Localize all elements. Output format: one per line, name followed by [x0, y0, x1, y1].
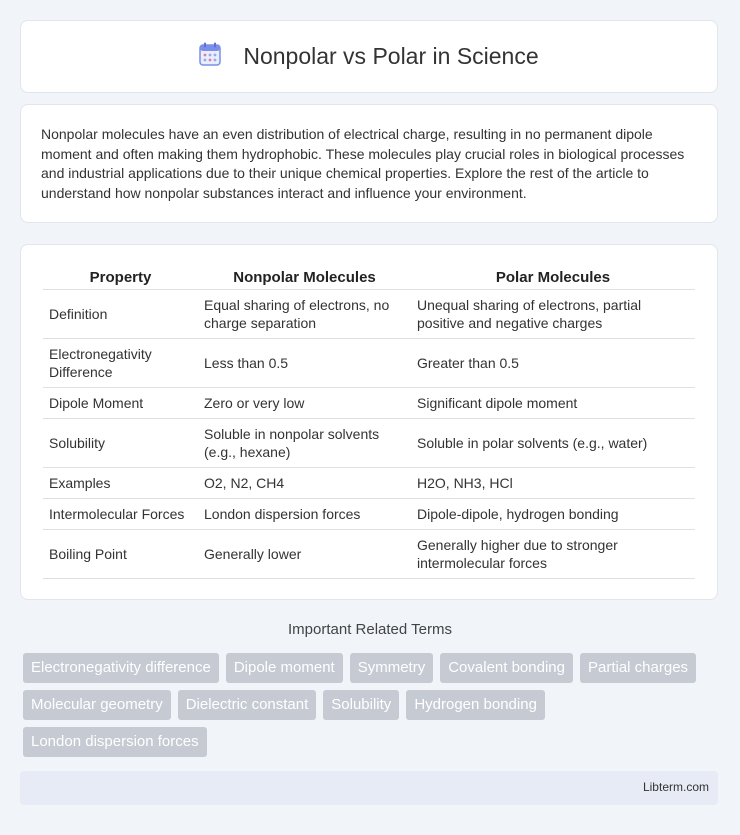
comparison-table-card: [20, 244, 718, 600]
related-terms-title: Important Related Terms: [288, 621, 452, 638]
table-cell: Soluble in nonpolar solvents (e.g., hexane): [198, 419, 411, 468]
table-cell: Solubility: [43, 419, 198, 468]
related-term-tag[interactable]: Hydrogen bonding: [406, 690, 545, 720]
related-term-tag[interactable]: Molecular geometry: [23, 690, 171, 720]
table-cell: Intermolecular Forces: [43, 499, 198, 530]
page-title: Nonpolar vs Polar in Science: [243, 43, 539, 69]
table-cell: Generally lower: [198, 530, 411, 579]
related-term-tag[interactable]: Dielectric constant: [178, 690, 317, 720]
comparison-table: [43, 265, 695, 579]
table-cell: Boiling Point: [43, 530, 198, 579]
table-row: [43, 290, 695, 339]
column-header: Property: [43, 265, 198, 290]
table-cell: London dispersion forces: [198, 499, 411, 530]
table-row: [43, 468, 695, 499]
table-row: [43, 388, 695, 419]
footer: [20, 771, 718, 805]
table-cell: Dipole Moment: [43, 388, 198, 419]
table-cell: Significant dipole moment: [411, 388, 695, 419]
related-terms-list: [23, 653, 723, 757]
table-cell: Unequal sharing of electrons, partial positive and negative charges: [411, 290, 695, 339]
table-cell: Less than 0.5: [198, 339, 411, 388]
table-cell: Definition: [43, 290, 198, 339]
column-header: Polar Molecules: [411, 265, 695, 290]
table-cell: Examples: [43, 468, 198, 499]
table-row: [43, 499, 695, 530]
related-term-tag[interactable]: Partial charges: [580, 653, 696, 683]
related-term-tag[interactable]: Symmetry: [350, 653, 434, 683]
table-cell: H2O, NH3, HCl: [411, 468, 695, 499]
table-cell: O2, N2, CH4: [198, 468, 411, 499]
table-row: [43, 419, 695, 468]
table-cell: Greater than 0.5: [411, 339, 695, 388]
related-term-tag[interactable]: Solubility: [323, 690, 399, 720]
table-row: [43, 530, 695, 579]
column-header: Nonpolar Molecules: [198, 265, 411, 290]
calendar-icon: [199, 42, 221, 71]
footer-brand-link[interactable]: Libterm.com: [642, 780, 709, 794]
related-term-tag[interactable]: Covalent bonding: [440, 653, 573, 683]
header-card: [20, 20, 718, 93]
table-cell: Dipole-dipole, hydrogen bonding: [411, 499, 695, 530]
table-cell: Soluble in polar solvents (e.g., water): [411, 419, 695, 468]
intro-text: Nonpolar molecules have an even distribution of electrical charge, resulting in no permanent dipole moment and often making them hydrophobic. These molecules play crucial roles in biological processes and industrial applications due to their unique chemical properties. Explore the rest of the article to understand how nonpolar substances interact and influence your environment.: [41, 126, 685, 201]
table-header-row: [43, 265, 695, 290]
table-row: [43, 339, 695, 388]
related-term-tag[interactable]: Dipole moment: [226, 653, 343, 683]
related-term-tag[interactable]: London dispersion forces: [23, 727, 207, 757]
table-cell: Zero or very low: [198, 388, 411, 419]
related-term-tag[interactable]: Electronegativity difference: [23, 653, 219, 683]
table-cell: Electronegativity Difference: [43, 339, 198, 388]
intro-card: [20, 104, 718, 223]
table-cell: Generally higher due to stronger intermolecular forces: [411, 530, 695, 579]
table-cell: Equal sharing of electrons, no charge separation: [198, 290, 411, 339]
